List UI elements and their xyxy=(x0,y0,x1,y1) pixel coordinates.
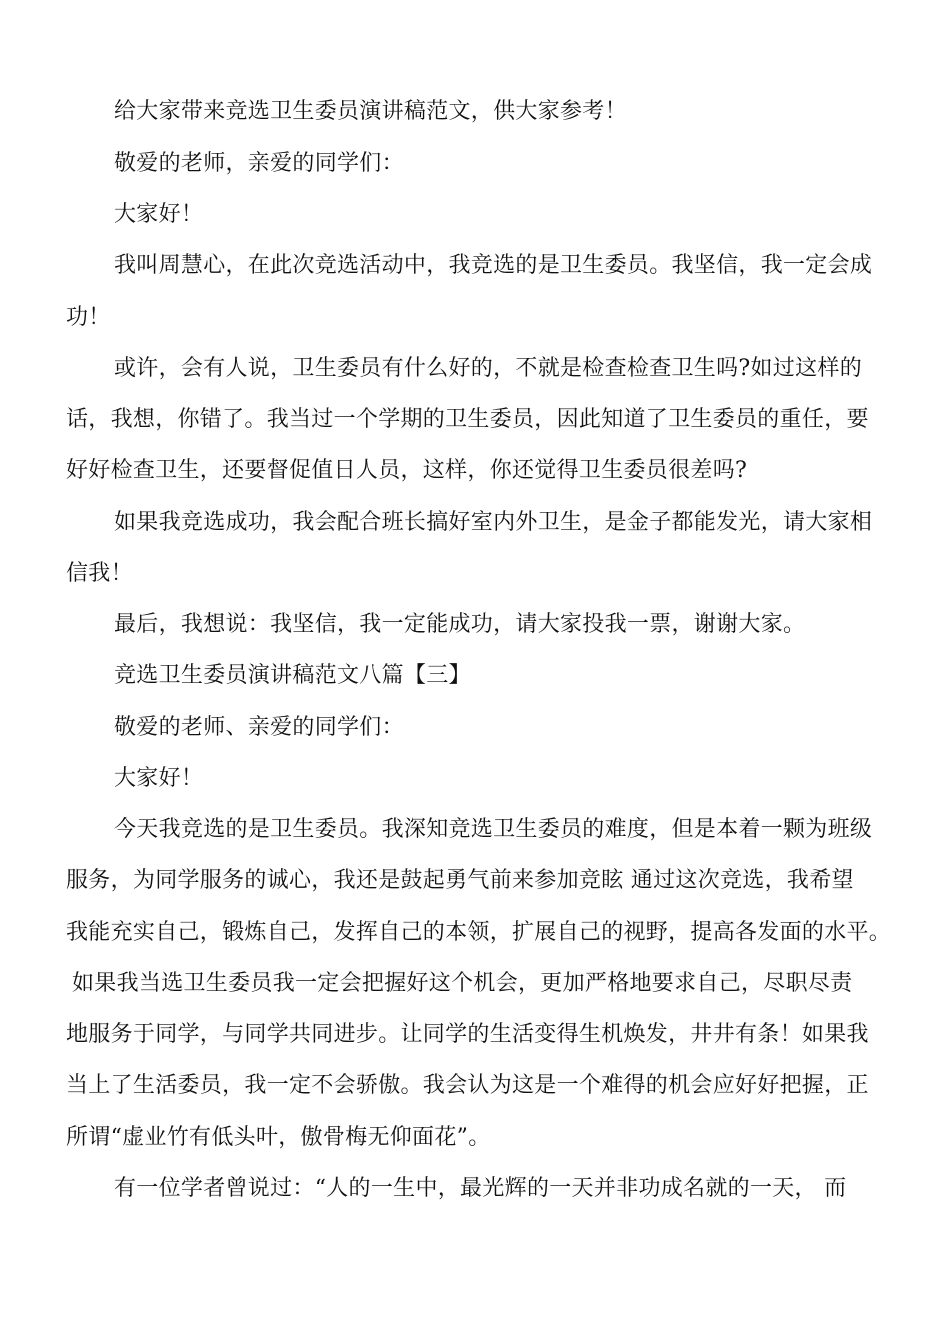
text-line: 地服务于同学，与同学共同进步。让同学的生活变得生机焕发，井井有条！如果我 xyxy=(66,1022,869,1047)
text-line: 敬爱的老师，亲爱的同学们： xyxy=(114,151,404,176)
text-line: 我能充实自己，锻炼自己，发挥自己的本领，扩展自己的视野，提高各发面的水平。 xyxy=(66,920,892,945)
text-line: 大家好！ xyxy=(114,766,204,791)
text-line: 话，我想，你错了。我当过一个学期的卫生委员，因此知道了卫生委员的重任，要 xyxy=(66,407,869,432)
text-line: 大家好！ xyxy=(114,202,204,227)
text-line: 信我！ xyxy=(66,561,133,586)
section-heading: 竞选卫生委员演讲稿范文八篇【三】 xyxy=(114,663,471,688)
text-line: 今天我竞选的是卫生委员。我深知竞选卫生委员的难度，但是本着一颗为班级 xyxy=(114,817,873,842)
text-line: 如果我当选卫生委员我一定会把握好这个机会，更加严格地要求自己，尽职尽责 xyxy=(72,971,853,996)
text-line: 服务，为同学服务的诚心，我还是鼓起勇气前来参加竞眩 通过这次竞选，我希望 xyxy=(66,868,854,893)
text-line: 有一位学者曾说过：“人的一生中，最光辉的一天并非功成名就的一天， 而 xyxy=(114,1176,847,1201)
text-line: 或许，会有人说，卫生委员有什么好的，不就是检查检查卫生吗?如过这样的 xyxy=(114,356,862,381)
text-line: 当上了生活委员，我一定不会骄傲。我会认为这是一个难得的机会应好好把握，正 xyxy=(66,1073,869,1098)
text-line: 最后，我想说：我坚信，我一定能成功，请大家投我一票，谢谢大家。 xyxy=(114,612,806,637)
text-line: 所谓“虚业竹有低头叶，傲骨梅无仰面花”。 xyxy=(66,1125,491,1150)
text-line: 好好检查卫生，还要督促值日人员，这样，你还觉得卫生委员很差吗? xyxy=(66,458,748,483)
text-line: 如果我竞选成功，我会配合班长搞好室内外卫生，是金子都能发光，请大家相 xyxy=(114,510,873,535)
text-line: 敬爱的老师、亲爱的同学们： xyxy=(114,715,404,740)
text-line: 功！ xyxy=(66,305,111,330)
text-line: 给大家带来竞选卫生委员演讲稿范文，供大家参考！ xyxy=(114,99,627,124)
text-line: 我叫周慧心，在此次竞选活动中，我竞选的是卫生委员。我坚信，我一定会成 xyxy=(114,253,873,278)
